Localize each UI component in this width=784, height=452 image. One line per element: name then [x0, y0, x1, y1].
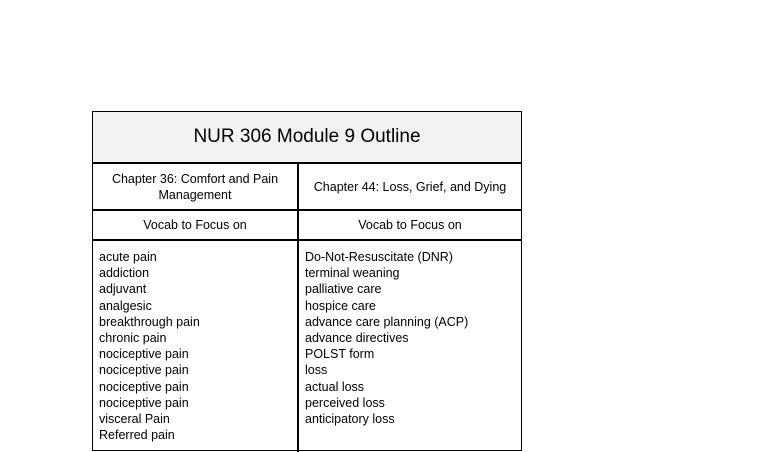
- vocab-header-row: [93, 211, 521, 241]
- list-item: palliative care: [305, 282, 382, 297]
- chapter-header-row: [93, 164, 521, 211]
- vocab-header-right: Vocab to Focus on: [358, 218, 462, 232]
- list-item: adjuvant: [99, 282, 147, 297]
- list-item: breakthrough pain: [99, 314, 200, 329]
- list-item: hospice care: [305, 298, 376, 313]
- chapter-44-terms: [299, 241, 521, 452]
- page-title: NUR 306 Module 9 Outline: [93, 112, 521, 164]
- list-item: POLST form: [305, 347, 375, 362]
- list-item: Referred pain: [99, 428, 175, 443]
- list-item: anticipatory loss: [305, 411, 395, 426]
- term-list-left: [99, 249, 297, 443]
- list-item: nociceptive pain: [99, 395, 189, 410]
- list-item: addiction: [99, 266, 150, 281]
- list-item: actual loss: [305, 379, 365, 394]
- list-item: acute pain: [99, 250, 157, 264]
- list-item: perceived loss: [305, 395, 385, 410]
- list-item: nociceptive pain: [99, 347, 189, 362]
- chapter-36-terms: [93, 241, 299, 452]
- list-item: nociceptive pain: [99, 379, 189, 394]
- term-list-right: [305, 249, 521, 427]
- terms-row: [93, 241, 521, 452]
- chapter-44-header: Chapter 44: Loss, Grief, and Dying: [313, 179, 507, 194]
- list-item: chronic pain: [99, 330, 167, 345]
- list-item: Do-Not-Resuscitate (DNR): [305, 250, 453, 264]
- vocab-header-left: Vocab to Focus on: [93, 211, 299, 239]
- outline-table: [92, 111, 522, 451]
- list-item: analgesic: [99, 298, 152, 313]
- list-item: advance care planning (ACP): [305, 314, 469, 329]
- list-item: loss: [305, 363, 328, 378]
- list-item: advance directives: [305, 330, 409, 345]
- list-item: terminal weaning: [305, 266, 400, 281]
- list-item: nociceptive pain: [99, 363, 189, 378]
- list-item: visceral Pain: [99, 411, 170, 426]
- chapter-36-header: Chapter 36: Comfort and Pain Management: [93, 164, 299, 209]
